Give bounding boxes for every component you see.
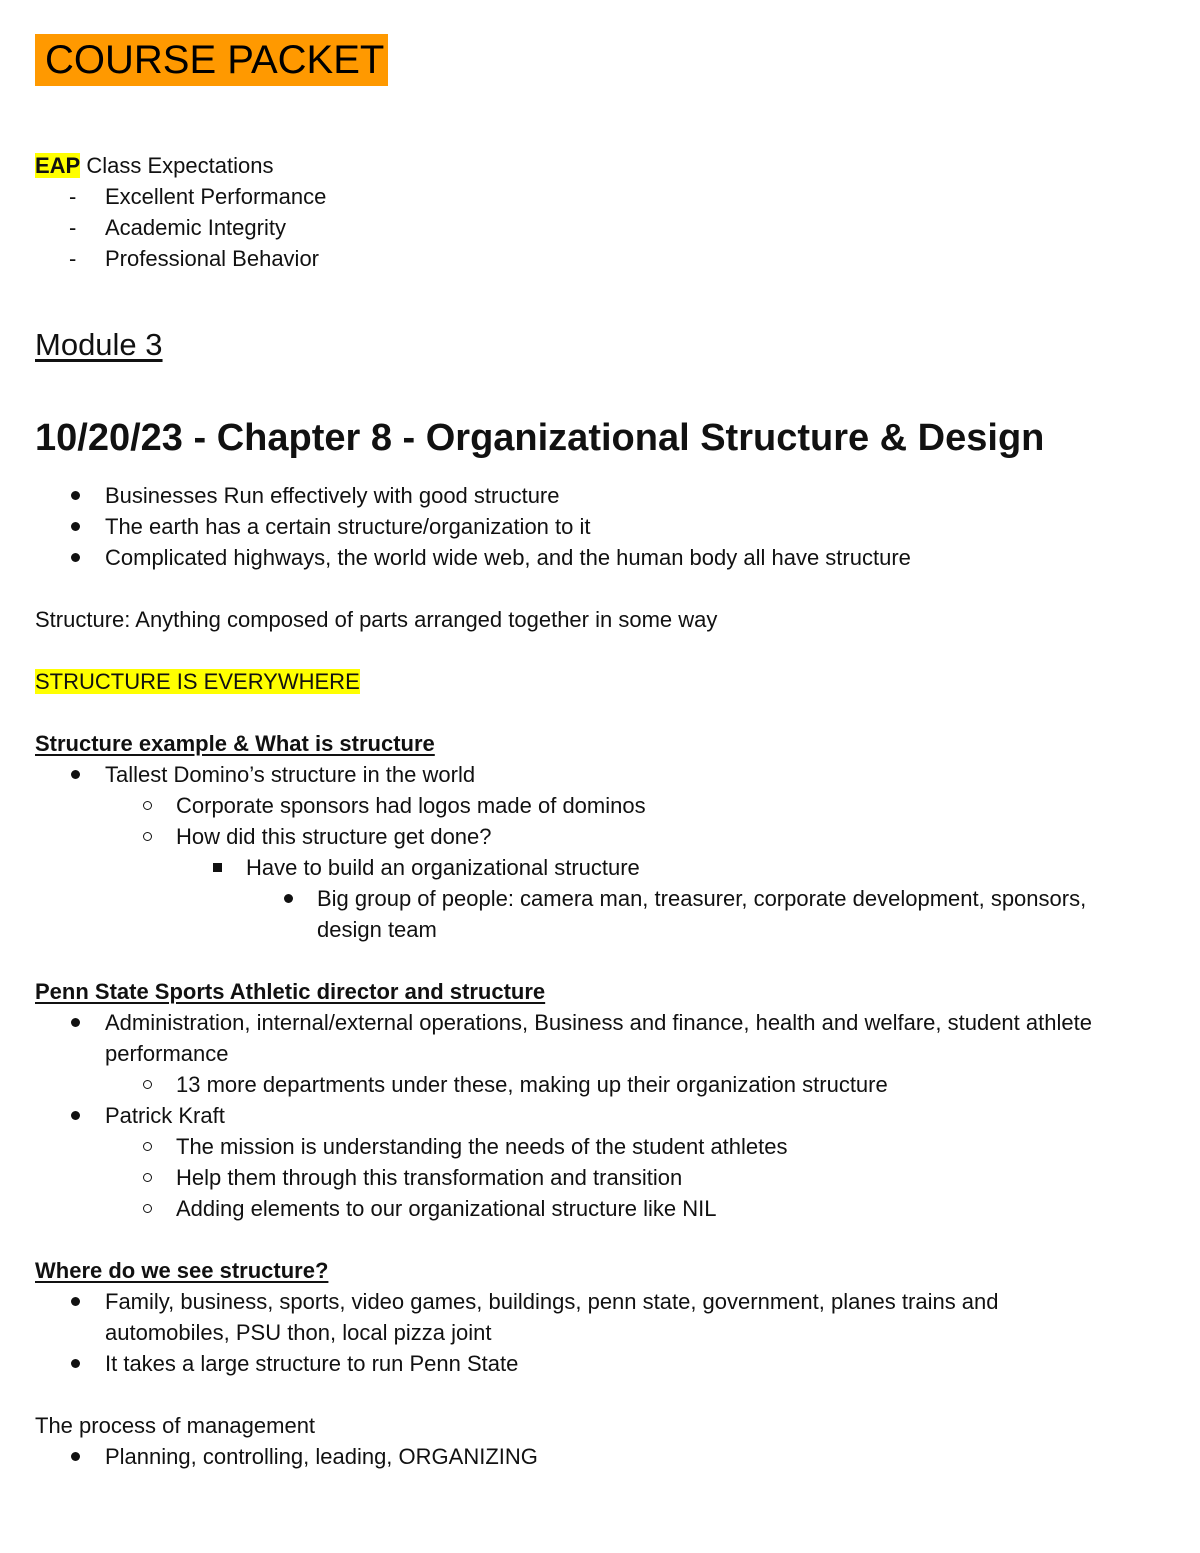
list-item xyxy=(35,1348,1170,1379)
list-item-text: Corporate sponsors had logos made of dominos xyxy=(176,793,646,818)
list-item-text: Help them through this transformation and transition xyxy=(176,1165,683,1190)
list-item-text: Planning, controlling, leading, ORGANIZING xyxy=(105,1444,538,1469)
list-item xyxy=(35,759,1170,790)
psu-sublist-2 xyxy=(35,1131,1170,1224)
list-item xyxy=(35,480,1170,511)
list-item xyxy=(35,821,1170,852)
list-item: - Excellent Performance xyxy=(35,181,1170,212)
section-heading-process: The process of management xyxy=(35,1413,316,1438)
title-row xyxy=(35,34,1170,86)
list-item-text: Tallest Domino’s structure in the world xyxy=(105,762,476,787)
square-bullet-icon xyxy=(213,863,222,872)
section-heading-psu: Penn State Sports Athletic director and structure xyxy=(35,979,546,1004)
structure-everywhere-callout: STRUCTURE IS EVERYWHERE xyxy=(35,669,360,694)
list-item-text: The earth has a certain structure/organization to it xyxy=(105,514,591,539)
document-page xyxy=(35,34,1170,1472)
list-item-text: It takes a large structure to run Penn State xyxy=(105,1351,519,1376)
course-packet-title: COURSE PACKET xyxy=(35,34,388,86)
bullet-icon xyxy=(71,1297,80,1306)
list-item xyxy=(35,1100,1170,1131)
circle-bullet-icon xyxy=(143,1204,152,1213)
structure-definition: Structure: Anything composed of parts arranged together in some way xyxy=(35,607,718,632)
list-item xyxy=(35,1069,1170,1100)
eap-heading xyxy=(35,150,1170,181)
list-item xyxy=(35,1131,1170,1162)
list-item xyxy=(35,790,1170,821)
eap-label: EAP xyxy=(35,153,81,178)
list-item xyxy=(35,542,1170,573)
circle-bullet-icon xyxy=(143,801,152,810)
list-item: - Professional Behavior xyxy=(35,243,1170,274)
list-item xyxy=(35,1286,1170,1348)
list-item-text-cont: design team xyxy=(317,917,437,942)
circle-bullet-icon xyxy=(143,832,152,841)
list-item-text: The mission is understanding the needs of the student athletes xyxy=(176,1134,788,1159)
list-item-text: Complicated highways, the world wide web, and the human body all have structure xyxy=(105,545,911,570)
list-item-text: Patrick Kraft xyxy=(105,1103,225,1128)
bullet-icon xyxy=(71,1359,80,1368)
intro-bullet-list xyxy=(35,480,1170,573)
example-list xyxy=(35,759,1170,790)
list-item-text: How did this structure get done? xyxy=(176,824,492,849)
list-item xyxy=(35,883,1170,945)
bullet-icon xyxy=(71,491,80,500)
process-list xyxy=(35,1441,1170,1472)
bullet-icon xyxy=(71,1111,80,1120)
bullet-icon xyxy=(71,522,80,531)
list-item-text: Family, business, sports, video games, buildings, penn state, government, planes trains and xyxy=(105,1289,999,1314)
section-heading-example: Structure example & What is structure xyxy=(35,731,435,756)
where-list xyxy=(35,1286,1170,1379)
list-item xyxy=(35,852,1170,883)
list-item-text-cont: performance xyxy=(105,1041,229,1066)
list-item: - Academic Integrity xyxy=(35,212,1170,243)
list-item xyxy=(35,1007,1170,1069)
eap-heading-text: Class Expectations xyxy=(80,153,274,178)
list-item-text: Adding elements to our organizational structure like NIL xyxy=(176,1196,717,1221)
circle-bullet-icon xyxy=(143,1080,152,1089)
list-item-text: Administration, internal/external operations, Business and finance, health and welfare, student athlete xyxy=(105,1010,1092,1035)
list-item-text-cont: automobiles, PSU thon, local pizza joint xyxy=(105,1320,492,1345)
module-title: Module 3 xyxy=(35,327,163,362)
bullet-icon xyxy=(284,894,293,903)
psu-list xyxy=(35,1007,1170,1069)
list-item-text: 13 more departments under these, making up their organization structure xyxy=(176,1072,888,1097)
example-subsubsublist xyxy=(35,883,1170,945)
circle-bullet-icon xyxy=(143,1173,152,1182)
example-subsublist xyxy=(35,852,1170,883)
list-item xyxy=(35,511,1170,542)
bullet-icon xyxy=(71,553,80,562)
list-item xyxy=(35,1193,1170,1224)
section-heading-where: Where do we see structure? xyxy=(35,1258,329,1283)
bullet-icon xyxy=(71,1018,80,1027)
eap-expectations-list xyxy=(35,181,1170,274)
list-item-text: Have to build an organizational structure xyxy=(246,855,640,880)
list-item xyxy=(35,1441,1170,1472)
chapter-title: 10/20/23 - Chapter 8 - Organizational Structure & Design xyxy=(35,417,1045,459)
example-sublist xyxy=(35,790,1170,852)
list-item-text: Businesses Run effectively with good structure xyxy=(105,483,560,508)
list-item xyxy=(35,1162,1170,1193)
circle-bullet-icon xyxy=(143,1142,152,1151)
psu-list-2 xyxy=(35,1100,1170,1131)
callout-line xyxy=(35,666,1170,697)
bullet-icon xyxy=(71,770,80,779)
psu-sublist-1 xyxy=(35,1069,1170,1100)
bullet-icon xyxy=(71,1452,80,1461)
list-item-text: Big group of people: camera man, treasurer, corporate development, sponsors, xyxy=(317,886,1087,911)
